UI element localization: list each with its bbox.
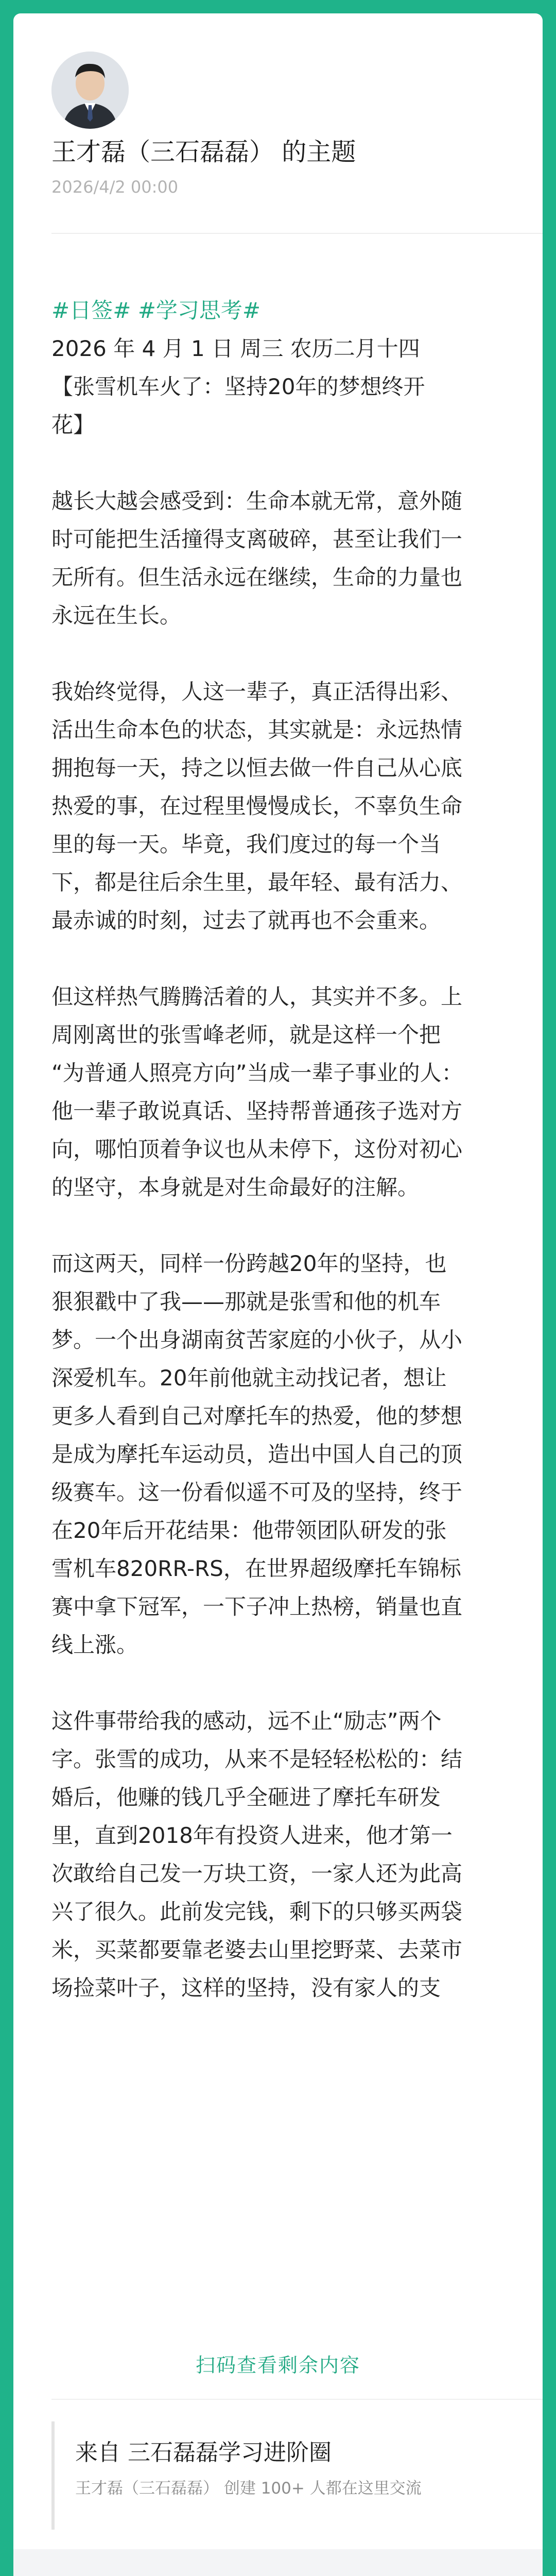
post-body-line: 这件事带给我的感动，远不止“励志”两个 <box>51 1708 442 1734</box>
post-body-line: 周刚离世的张雪峰老师，就是这样一个把 <box>51 1022 441 1047</box>
post-body-line: 更多人看到自己对摩托车的热爱，他的梦想 <box>51 1403 463 1429</box>
avatar-portrait-icon <box>51 52 129 129</box>
post-body-line: 无所有。但生活永远在继续，生命的力量也 <box>51 565 463 590</box>
post-body-line: 梦。一个出身湖南贫苦家庭的小伙子，从小 <box>51 1327 463 1352</box>
post-body-line: 兴了很久。此前发完钱，剩下的只够买两袋 <box>51 1899 463 1924</box>
post-body-line: 是成为摩托车运动员，造出中国人自己的顶 <box>51 1442 463 1467</box>
scan-more-link[interactable]: 扫码查看剩余内容 <box>195 2354 360 2377</box>
group-title: 来自 三石磊磊学习进阶圈 <box>75 2439 332 2466</box>
post-body-line: 里，直到2018年有投资人进来，他才第一 <box>51 1823 453 1848</box>
post-body-line: 活出生命本色的状态，其实就是：永远热情 <box>51 717 463 742</box>
post-body-line: 向，哪怕顶着争议也从未停下，这份对初心 <box>51 1137 463 1162</box>
post-body-line: 雪机车820RR-RS，在世界超级摩托车锦标 <box>51 1556 461 1581</box>
post-body-line: 级赛车。这一份看似遥不可及的坚持，终于 <box>51 1480 463 1505</box>
post-tags <box>51 292 515 330</box>
post-body-line: 字。张雪的成功，从来不是轻轻松松的：结 <box>51 1747 463 1772</box>
author-avatar[interactable] <box>51 52 129 129</box>
qr-panel <box>13 2549 543 2576</box>
post-body-line: 【张雪机车火了：坚持20年的梦想终开 <box>51 374 425 399</box>
header-divider <box>51 233 543 234</box>
post-content <box>51 292 515 2007</box>
post-body-line: 场捡菜叶子，这样的坚持，没有家人的支 <box>51 1975 441 2001</box>
post-body-line: 而这两天，同样一份跨越20年的坚持，也 <box>51 1251 447 1276</box>
post-body-line: 但这样热气腾腾活着的人，其实并不多。上 <box>51 984 463 1009</box>
content-fade-overlay <box>13 2210 543 2329</box>
paragraph-gap <box>51 940 515 978</box>
post-body-line: 拥抱每一天，持之以恒去做一件自己从心底 <box>51 755 463 781</box>
tag-study[interactable]: #学习思考# <box>131 298 261 323</box>
paragraph-gap <box>51 1664 515 1702</box>
post-body-line: 永远在生长。 <box>51 603 182 628</box>
post-body-line: 最赤诚的时刻，过去了就再也不会重来。 <box>51 908 441 933</box>
post-body-line: 次敢给自己发一万块工资，一家人还为此高 <box>51 1861 463 1886</box>
post-date-line: 2026 年 4 月 1 日 周三 农历二月十四 <box>51 336 420 361</box>
post-body-line: 线上涨。 <box>51 1632 138 1657</box>
post-body-line: 热爱的事，在过程里慢慢成长，不辜负生命 <box>51 793 463 819</box>
post-body-line: 我始终觉得，人这一辈子，真正活得出彩、 <box>51 679 463 704</box>
paragraph-gap <box>51 444 515 482</box>
post-body-line: 里的每一天。毕竟，我们度过的每一个当 <box>51 832 441 857</box>
post-body-line: 婚后，他赚的钱几乎全砸进了摩托车研发 <box>51 1785 441 1810</box>
post-timestamp: 2026/4/2 00:00 <box>51 177 179 197</box>
post-body-line: 时可能把生活撞得支离破碎，甚至让我们一 <box>51 527 463 552</box>
post-body-line: 花】 <box>51 412 95 437</box>
post-body-line: 他一辈子敢说真话、坚持帮普通孩子选对方 <box>51 1098 463 1124</box>
post-body-line: 米，买菜都要靠老婆去山里挖野菜、去菜市 <box>51 1937 463 1962</box>
content-divider <box>51 2399 543 2400</box>
post-body-lines <box>51 368 515 2007</box>
post-body-line: 深爱机车。20年前他就主动找记者，想让 <box>51 1365 447 1391</box>
paragraph-gap <box>51 1207 515 1245</box>
post-body-line: 的坚守，本身就是对生命最好的注解。 <box>51 1175 420 1200</box>
group-subtitle: 王才磊（三石磊磊） 创建 100+ 人都在这里交流 <box>75 2479 422 2498</box>
group-info[interactable] <box>51 2421 538 2530</box>
post-body-line: 赛中拿下冠军，一下子冲上热榜，销量也直 <box>51 1594 463 1619</box>
post-body-line: “为普通人照亮方向”当成一辈子事业的人： <box>51 1060 463 1086</box>
post-author-title: 王才磊（三石磊磊） 的主题 <box>51 138 356 166</box>
post-body-line: 越长大越会感受到：生命本就无常，意外随 <box>51 488 463 514</box>
tag-daily[interactable]: #日签# <box>51 298 131 323</box>
post-body-line: 狠狠戳中了我——那就是张雪和他的机车 <box>51 1289 441 1314</box>
post-body-line: 在20年后开花结果：他带领团队研发的张 <box>51 1518 447 1543</box>
post-body-line: 下，都是往后余生里，最年轻、最有活力、 <box>51 870 463 895</box>
paragraph-gap <box>51 635 515 673</box>
